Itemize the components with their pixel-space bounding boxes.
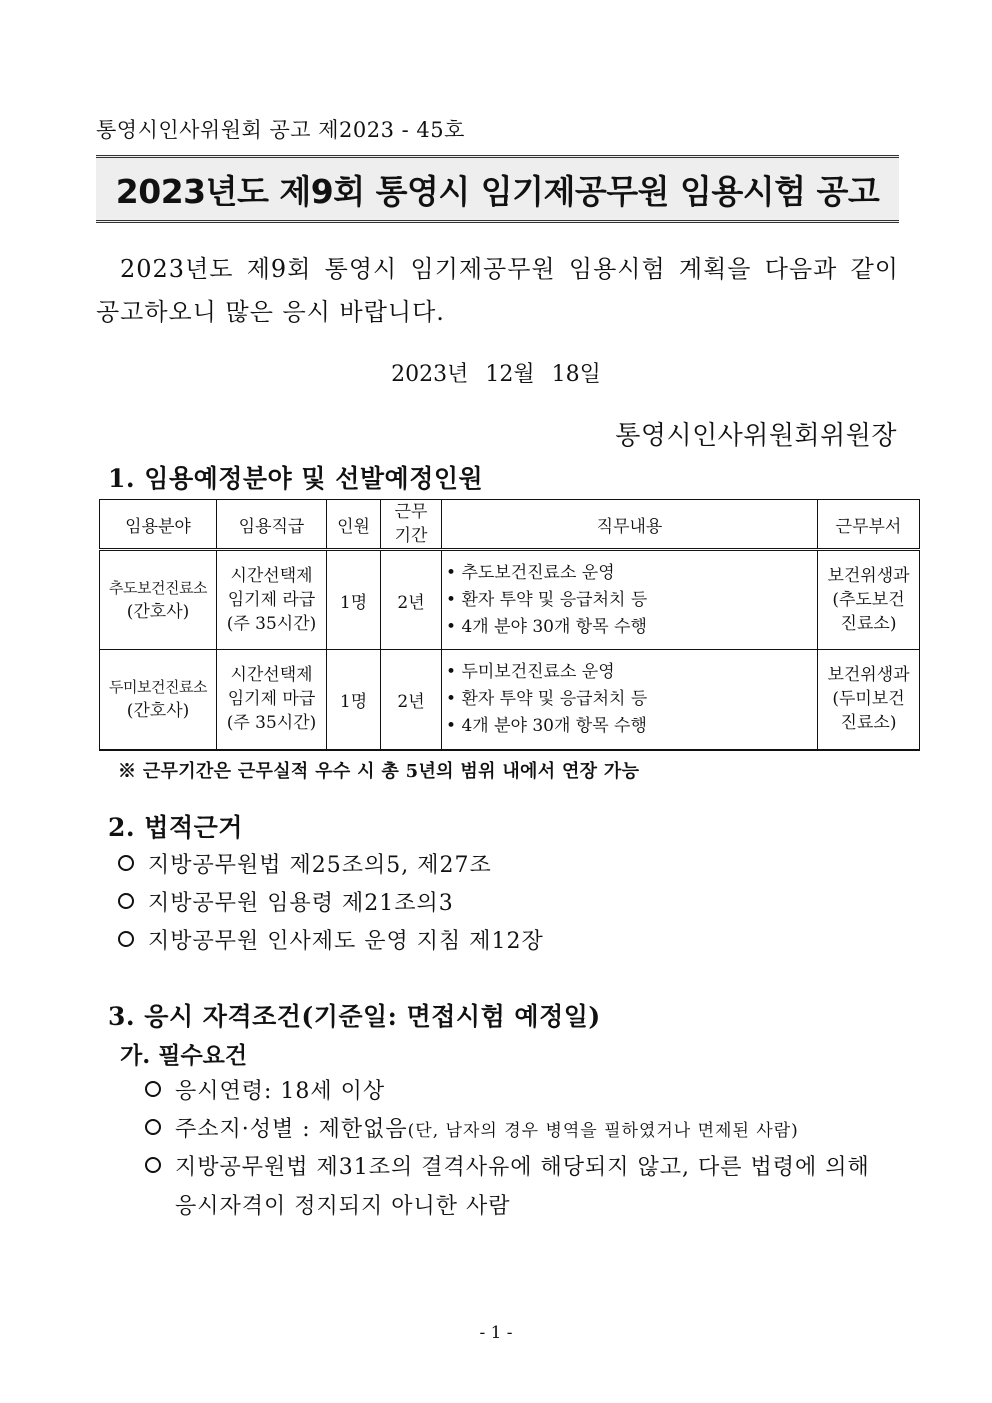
duty-item: • 4개 분야 30개 항목 수행 <box>446 713 817 740</box>
circle-bullet-icon <box>118 893 134 909</box>
dept-line: 진료소) <box>840 614 897 634</box>
requirement-note: (단, 남자의 경우 병역을 필하였거나 면제된 사람) <box>407 1121 799 1141</box>
grade-line: 임기제 마급 <box>227 689 316 710</box>
header-field: 임용분야 <box>100 500 217 550</box>
requirement-item <box>145 1150 900 1220</box>
cell-duties <box>442 650 818 750</box>
dept-line: (추도보건 <box>832 590 905 610</box>
law-item <box>118 848 492 879</box>
dept-line: 보건위생과 <box>827 566 910 586</box>
section2-title: 2. 법적근거 <box>108 813 243 842</box>
grade-line: 임기제 라급 <box>227 590 316 610</box>
header-period-line2: 기간 <box>394 526 428 546</box>
cell-field <box>100 550 217 650</box>
header-duties: 직무내용 <box>442 500 818 550</box>
cell-period: 2년 <box>381 550 442 650</box>
dept-line: (두미보건 <box>832 689 905 710</box>
duty-item: • 환자 투약 및 응급처치 등 <box>446 587 817 614</box>
section1-title: 1. 임용예정분야 및 선발예정인원 <box>108 464 484 493</box>
grade-line: (주 35시간) <box>226 713 317 734</box>
table-note: ※ 근무기간은 근무실적 우수 시 총 5년의 범위 내에서 연장 가능 <box>118 761 640 782</box>
circle-bullet-icon <box>118 931 134 947</box>
page-number: - 1 - <box>479 1323 513 1343</box>
duty-item: • 추도보건진료소 운영 <box>446 560 817 587</box>
field-role: (간호사) <box>126 701 190 722</box>
dept-line: 보건위생과 <box>827 665 910 686</box>
recruitment-table <box>99 499 920 751</box>
field-name: 두미보건진료소 <box>109 678 207 697</box>
duty-item: • 환자 투약 및 응급처치 등 <box>446 686 817 713</box>
field-name: 추도보건진료소 <box>109 579 207 597</box>
requirement-item <box>145 1074 385 1105</box>
duty-item: • 4개 분야 30개 항목 수행 <box>446 614 817 641</box>
section3-title: 3. 응시 자격조건(기준일: 면접시험 예정일) <box>108 1002 601 1031</box>
cell-duties <box>442 550 818 650</box>
signer: 통영시인사위원회위원장 <box>615 421 897 451</box>
cell-grade <box>217 650 327 750</box>
header-dept: 근무부서 <box>818 500 920 550</box>
cell-field <box>100 650 217 750</box>
circle-bullet-icon <box>145 1081 161 1097</box>
field-role: (간호사) <box>126 602 190 622</box>
table-row <box>100 650 920 750</box>
header-count: 인원 <box>327 500 381 550</box>
circle-bullet-icon <box>145 1157 161 1173</box>
requirement-text-continued: 응시자격이 정지되지 아니한 사람 <box>175 1194 511 1219</box>
dept-line: 진료소) <box>840 713 897 734</box>
circle-bullet-icon <box>118 855 134 871</box>
requirement-text: 주소지·성별 : 제한없음 <box>175 1117 408 1142</box>
law-text: 지방공무원 인사제도 운영 지침 제12장 <box>148 929 544 954</box>
grade-line: (주 35시간) <box>226 614 317 634</box>
cell-count: 1명 <box>327 650 381 750</box>
header-period-line1: 근무 <box>394 502 428 522</box>
duty-item: • 두미보건진료소 운영 <box>446 659 817 686</box>
header-grade: 임용직급 <box>217 500 327 550</box>
cell-dept <box>818 550 920 650</box>
cell-count: 1명 <box>327 550 381 650</box>
notice-number: 통영시인사위원회 공고 제2023 - 45호 <box>96 118 465 142</box>
law-item <box>118 924 544 955</box>
document-title: 2023년도 제9회 통영시 임기제공무원 임용시험 공고 <box>115 171 880 211</box>
requirement-item <box>145 1112 799 1143</box>
grade-line: 시간선택제 <box>230 566 313 586</box>
law-text: 지방공무원 임용령 제21조의3 <box>148 891 454 916</box>
table-row <box>100 550 920 650</box>
title-box <box>96 155 899 223</box>
law-text: 지방공무원법 제25조의5, 제27조 <box>148 853 492 878</box>
grade-line: 시간선택제 <box>230 665 313 686</box>
header-period <box>381 500 442 550</box>
cell-dept <box>818 650 920 750</box>
intro-paragraph: 2023년도 제9회 통영시 임기제공무원 임용시험 계획을 다음과 같이 공고하오니 많은 응시 바랍니다. <box>96 255 899 326</box>
table-header-row <box>100 500 920 550</box>
requirement-text: 응시연령: 18세 이상 <box>175 1079 386 1104</box>
cell-period: 2년 <box>381 650 442 750</box>
subsection-required: 가. 필수요건 <box>120 1042 248 1069</box>
law-item <box>118 886 454 917</box>
notice-date: 2023년 12월 18일 <box>391 362 601 387</box>
circle-bullet-icon <box>145 1119 161 1135</box>
cell-grade <box>217 550 327 650</box>
requirement-text: 지방공무원법 제31조의 결격사유에 해당되지 않고, 다른 법령에 의해 <box>175 1155 870 1180</box>
